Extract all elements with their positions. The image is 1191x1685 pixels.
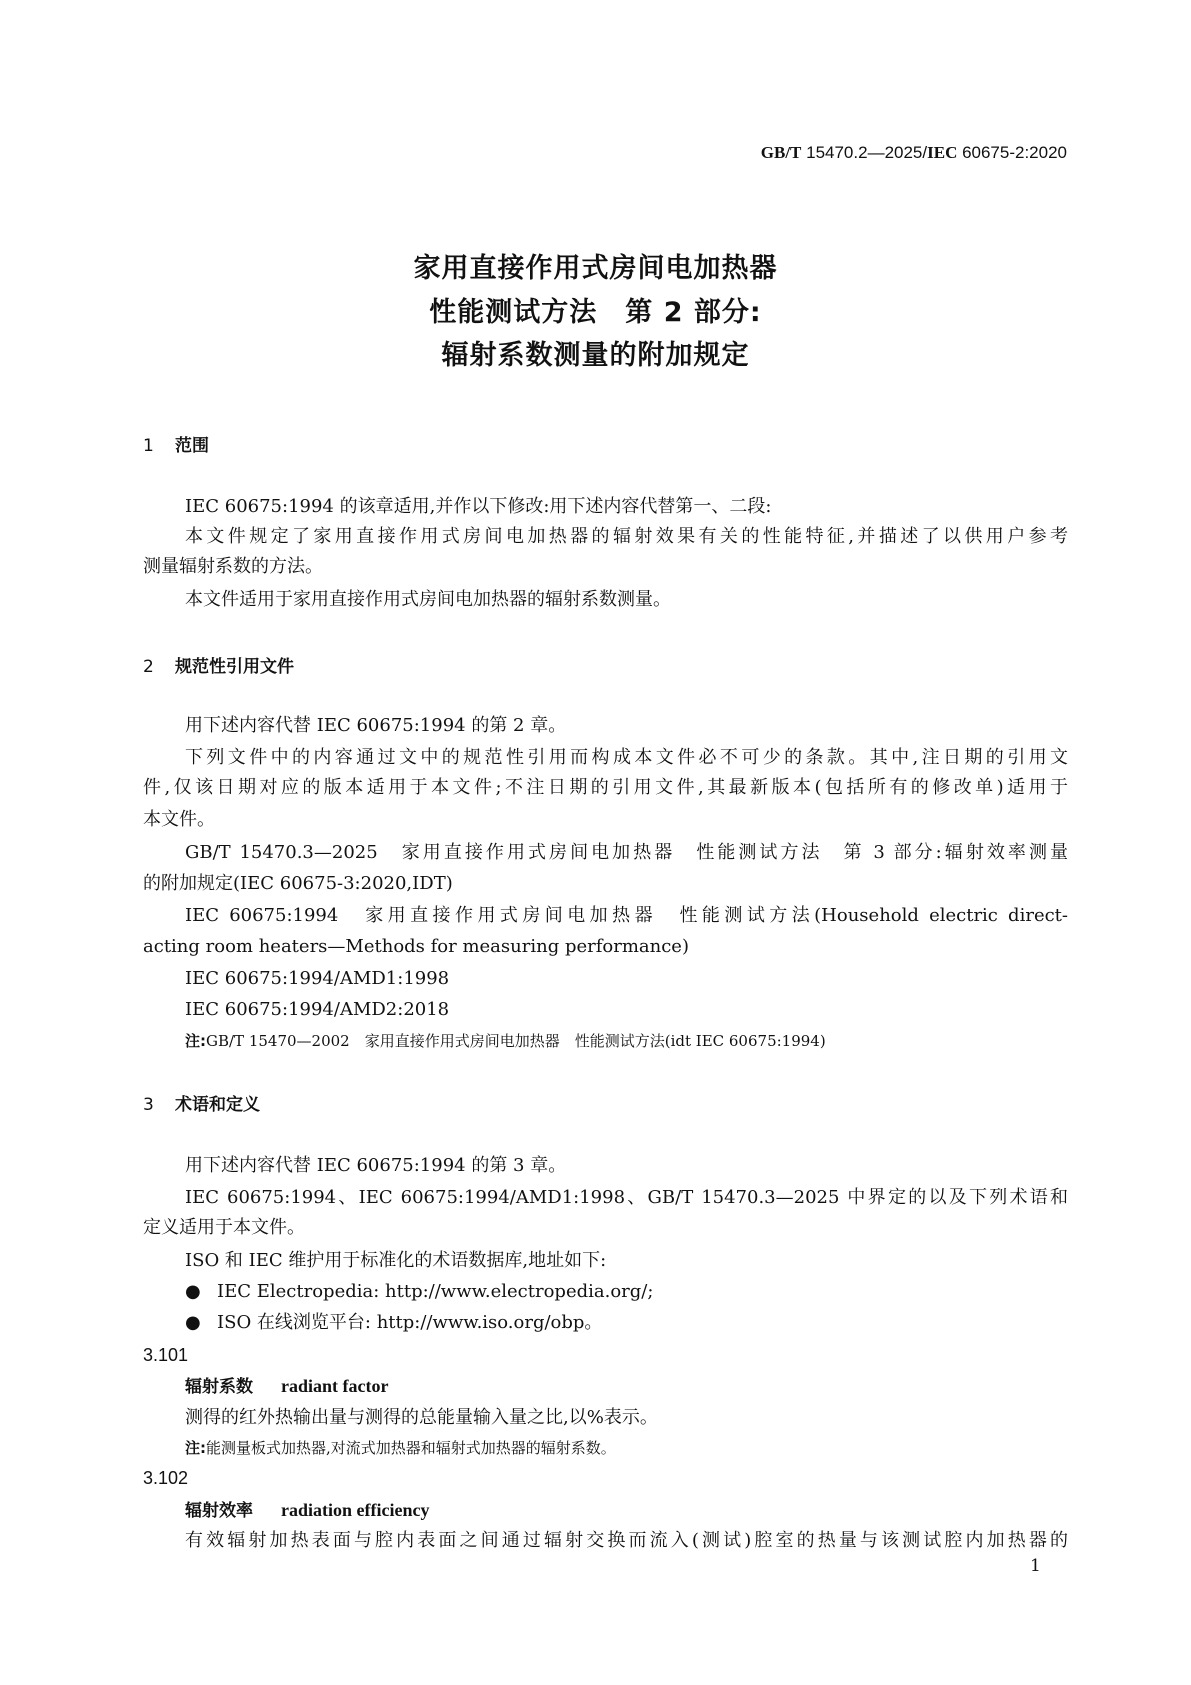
section-heading-normative-references: 2 规范性引用文件 [143,657,294,677]
paragraph-line: 本文件规定了家用直接作用式房间电加热器的辐射效果有关的性能特征,并描述了以供用户参考 [185,526,1068,547]
reference-entry: 的附加规定(IEC 60675-3:2020,IDT) [143,873,453,894]
title-line-1: 家用直接作用式房间电加热器 [413,253,778,284]
paragraph-line: 定义适用于本文件。 [143,1217,305,1238]
note: 注:能测量板式加热器,对流式加热器和辐射式加热器的辐射系数。 [185,1439,616,1457]
paragraph-line: 用下述内容代替 IEC 60675:1994 的第 3 章。 [185,1155,567,1176]
term-definition: 测得的红外热输出量与测得的总能量输入量之比,以%表示。 [185,1407,658,1428]
reference-entry: IEC 60675:1994/AMD2:2018 [185,999,450,1020]
bullet-item: ● IEC Electropedia: http://www.electropedia.org/; [185,1281,654,1302]
reference-entry: acting room heaters—Methods for measuring performance) [143,936,689,957]
section-heading-terms: 3 术语和定义 [143,1095,260,1115]
paragraph-line: ISO 和 IEC 维护用于标准化的术语数据库,地址如下: [185,1250,607,1271]
document-header-code: GB/T 15470.2—2025/IEC 60675-2:2020 [760,143,1067,162]
paragraph-line: 件,仅该日期对应的版本适用于本文件;不注日期的引用文件,其最新版本(包括所有的修改单)适用于 [143,777,1068,798]
term-title: 辐射效率 radiation efficiency [185,1500,430,1521]
note: 注:GB/T 15470—2002 家用直接作用式房间电加热器 性能测试方法(idt IEC 60675:1994) [185,1032,826,1050]
paragraph-line: 下列文件中的内容通过文中的规范性引用而构成本文件必不可少的条款。其中,注日期的引用文 [185,747,1068,768]
bullet-icon: ● [185,1312,201,1333]
title-line-2: 性能测试方法 第 2 部分: [429,297,762,328]
paragraph-line: 测量辐射系数的方法。 [143,556,323,577]
paragraph-line: 本文件适用于家用直接作用式房间电加热器的辐射系数测量。 [185,589,671,610]
term-number: 3.101 [143,1345,189,1365]
page-number: 1 [1030,1556,1041,1576]
paragraph-line: IEC 60675:1994 的该章适用,并作以下修改:用下述内容代替第一、二段: [185,496,772,517]
reference-entry: IEC 60675:1994 家用直接作用式房间电加热器 性能测试方法(Household electric direct- [185,905,1068,926]
term-title: 辐射系数 radiant factor [185,1376,389,1397]
reference-entry: GB/T 15470.3—2025 家用直接作用式房间电加热器 性能测试方法 第 3 部分:辐射效率测量 [185,842,1068,863]
paragraph-line: 本文件。 [143,809,215,830]
paragraph-line: IEC 60675:1994、IEC 60675:1994/AMD1:1998、GB/T 15470.3—2025 中界定的以及下列术语和 [185,1187,1068,1208]
bullet-item: ● ISO 在线浏览平台: http://www.iso.org/obp。 [185,1312,603,1333]
title-line-3: 辐射系数测量的附加规定 [441,340,750,371]
section-heading-scope: 1 范围 [143,436,209,456]
term-number: 3.102 [143,1468,189,1488]
term-definition: 有效辐射加热表面与腔内表面之间通过辐射交换而流入(测试)腔室的热量与该测试腔内加热器的 [185,1530,1068,1551]
bullet-icon: ● [185,1281,201,1302]
reference-entry: IEC 60675:1994/AMD1:1998 [185,968,450,989]
paragraph-line: 用下述内容代替 IEC 60675:1994 的第 2 章。 [185,715,567,736]
